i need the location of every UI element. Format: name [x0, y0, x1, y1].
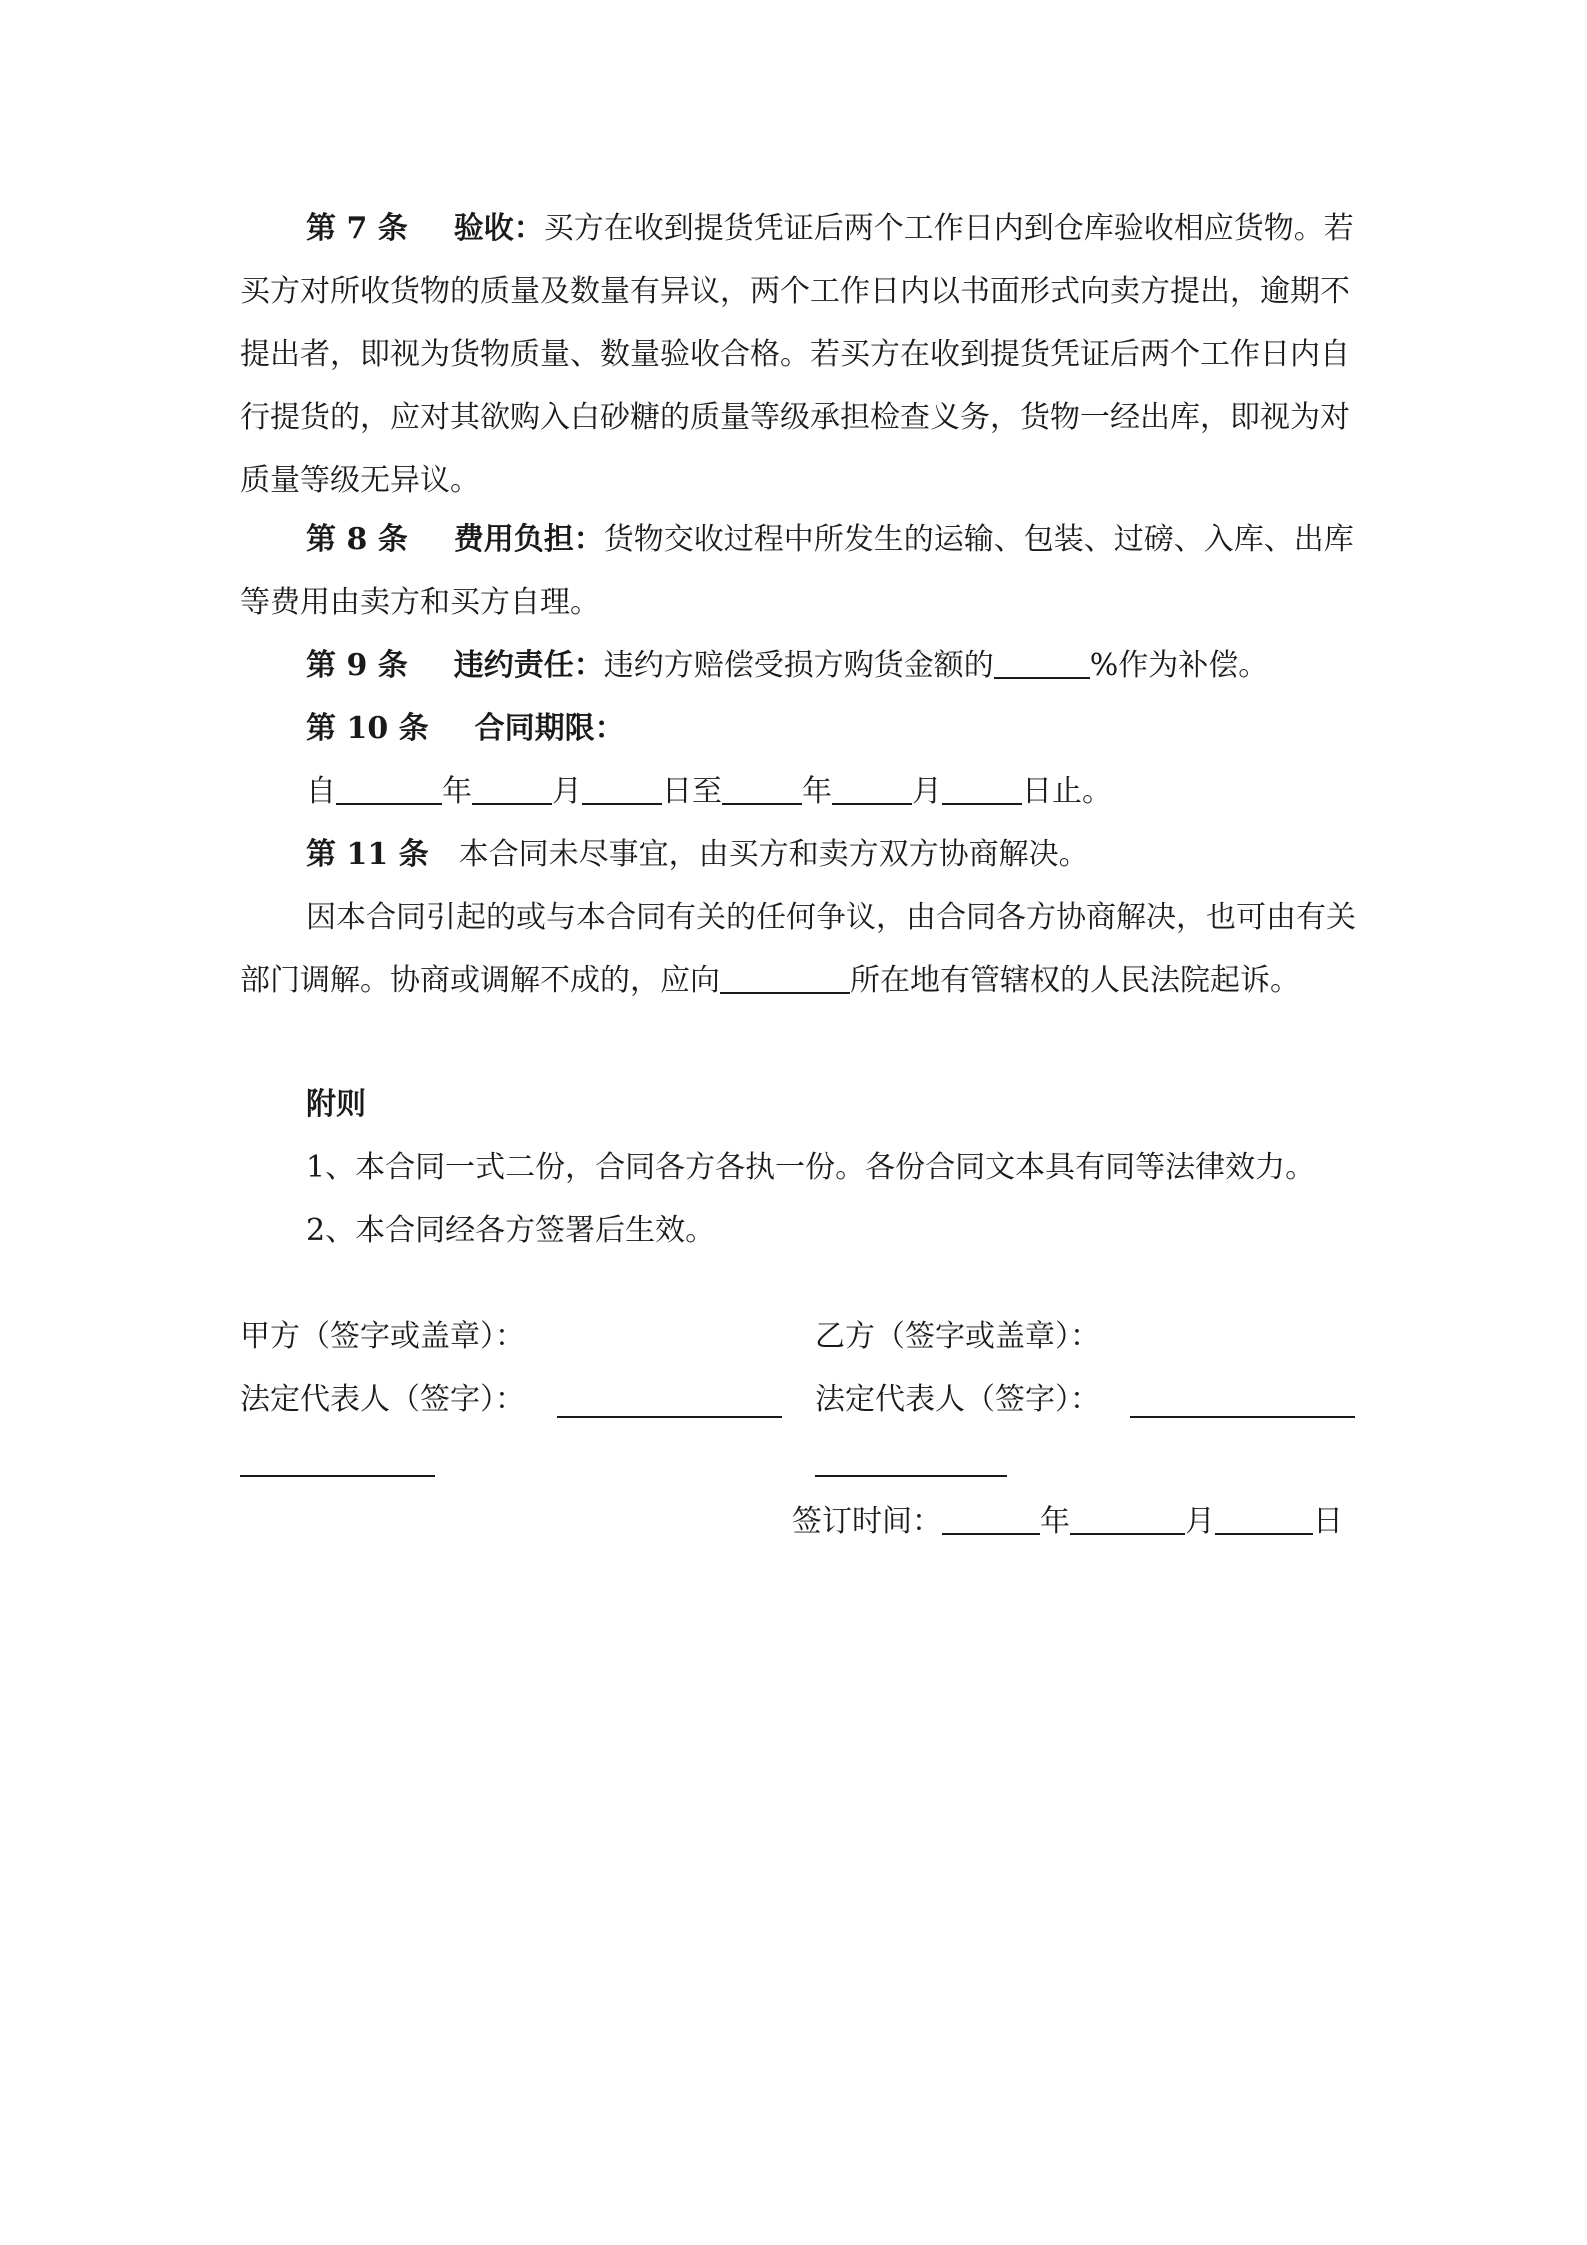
term-start-day-blank: [582, 773, 662, 805]
term-end-year-blank: [722, 773, 802, 805]
term-from: 自: [306, 774, 336, 809]
signing-day: 日: [1313, 1504, 1343, 1539]
signing-date-line: [792, 1502, 1343, 1542]
article-7: [240, 197, 1360, 512]
dispute-clause: [240, 886, 1360, 1012]
article-9: [240, 634, 1360, 697]
term-start-month-blank: [472, 773, 552, 805]
dispute-text-after: 所在地有管辖权的人民法院起诉。: [850, 963, 1300, 998]
dispute-text-before: 因本合同引起的或与本合同有关的任何争议，由合同各方协商解决，也可由有关部门调解。协商或调解不成的，应向: [240, 900, 1356, 998]
signing-month-blank: [1070, 1503, 1185, 1535]
article-8-number: 第 8 条: [306, 522, 408, 557]
contract-term-line: [240, 760, 1360, 823]
article-9-body-before: 违约方赔偿受损方购货金额的: [603, 648, 994, 683]
article-8: [240, 508, 1360, 634]
appendix-title: 附则: [306, 1087, 366, 1122]
article-10-number: 第 10 条: [306, 711, 429, 746]
signing-year: 年: [1040, 1504, 1070, 1539]
article-10: [240, 697, 1360, 760]
signing-year-blank: [942, 1503, 1040, 1535]
compensation-percent-blank: [994, 647, 1090, 679]
article-7-title: 验收：: [453, 211, 544, 246]
term-year: 年: [442, 774, 472, 809]
article-8-title: 费用负担：: [453, 522, 604, 557]
signing-date-label: 签订时间：: [792, 1504, 942, 1539]
party-a-representative-label: 法定代表人（签字）：: [240, 1382, 525, 1417]
article-9-body-after: %作为补偿。: [1089, 648, 1269, 683]
term-end-month-blank: [832, 773, 912, 805]
article-9-title: 违约责任：: [453, 648, 604, 683]
appendix-item-2: 2、本合同经各方签署后生效。: [306, 1213, 716, 1248]
party-b-representative-line: [1130, 1416, 1355, 1418]
party-a-extra-line: [240, 1475, 435, 1477]
article-11: [240, 823, 1360, 886]
term-end-day-blank: [942, 773, 1022, 805]
term-start-year-blank: [336, 773, 442, 805]
article-7-number: 第 7 条: [306, 211, 408, 246]
term-month: 月: [552, 774, 582, 809]
term-month2: 月: [912, 774, 942, 809]
appendix-item-1: 1、本合同一式二份，合同各方各执一份。各份合同文本具有同等法律效力。: [306, 1150, 1316, 1185]
term-day-to: 日至: [662, 774, 722, 809]
article-9-number: 第 9 条: [306, 648, 408, 683]
party-b-extra-line: [815, 1475, 1007, 1477]
appendix-heading: [240, 1073, 1360, 1136]
party-a-representative-line: [557, 1416, 782, 1418]
party-a-signature-label: 甲方（签字或盖章）：: [240, 1319, 525, 1354]
article-11-number: 第 11 条: [306, 837, 429, 872]
article-7-body: 买方在收到提货凭证后两个工作日内到仓库验收相应货物。若买方对所收货物的质量及数量有异议，两个工作日内以书面形式向卖方提出，逾期不提出者，即视为货物质量、数量验收合格。若买方在收到提货凭证后两个工作日内自行提货的，应对其欲购入白砂糖的质量等级承担检查义务，货物一经出库，即视为对质量等级无异议。: [240, 211, 1354, 498]
court-location-blank: [720, 962, 850, 994]
party-b-signature-label: 乙方（签字或盖章）：: [815, 1319, 1100, 1354]
article-11-body: 本合同未尽事宜，由买方和卖方双方协商解决。: [458, 837, 1089, 872]
term-year2: 年: [802, 774, 832, 809]
article-10-title: 合同期限：: [474, 711, 625, 746]
term-day-end: 日止。: [1022, 774, 1112, 809]
signing-month: 月: [1185, 1504, 1215, 1539]
signing-day-blank: [1215, 1503, 1313, 1535]
party-b-representative-label: 法定代表人（签字）：: [815, 1382, 1100, 1417]
article-8-body: 货物交收过程中所发生的运输、包装、过磅、入库、出库等费用由卖方和买方自理。: [240, 522, 1354, 620]
